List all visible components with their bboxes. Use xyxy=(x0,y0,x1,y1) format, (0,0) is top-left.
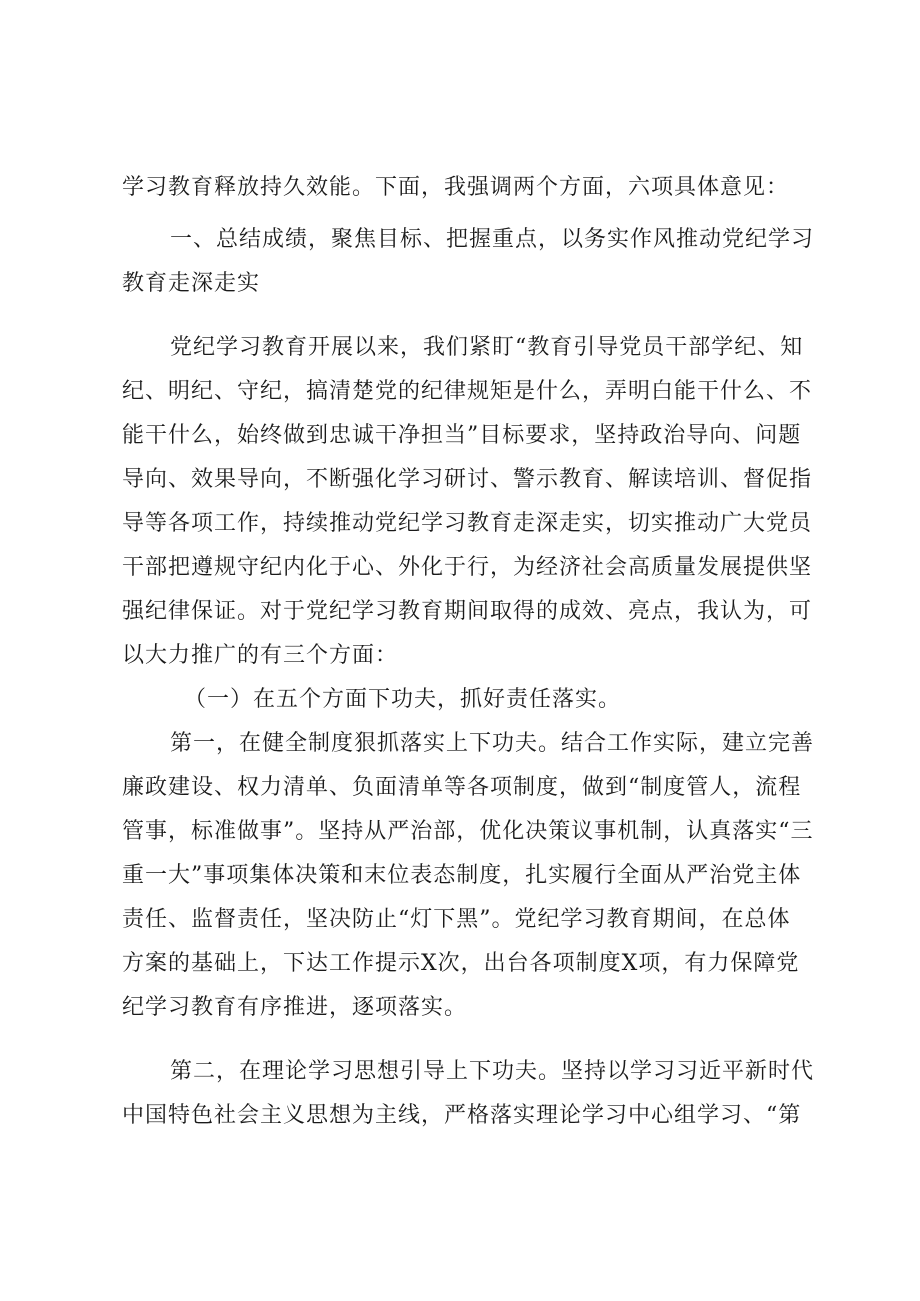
text-line: 方案的基础上，下达工作提示X次，出台各项制度X项，有力保障党 xyxy=(122,951,800,976)
text-line: 教育走深走实 xyxy=(122,271,261,296)
subsection-heading-1 xyxy=(122,678,812,722)
text-line: 强纪律保证。对于党纪学习教育期间取得的成效、亮点，我认为，可 xyxy=(122,599,813,624)
text-line: 导等各项工作，持续推动党纪学习教育走深走实，切实推动广大党员 xyxy=(122,511,813,536)
text-line: 第一，在健全制度狠抓落实上下功夫。结合工作实际，建立完善 xyxy=(170,731,815,756)
text-line: 一、总结成绩，聚焦目标、把握重点，以务实作风推动党纪学习 xyxy=(170,227,815,252)
text-line: 干部把遵规守纪内化于心、外化于行，为经济社会高质量发展提供坚 xyxy=(122,555,813,580)
text-line: （一）在五个方面下功夫，抓好责任落实。 xyxy=(184,687,622,712)
text-line: 纪、明纪、守纪，搞清楚党的纪律规矩是什么，弄明白能干什么、不 xyxy=(122,379,813,404)
text-line: 能干什么，始终做到忠诚干净担当”目标要求，坚持政治导向、问题 xyxy=(122,423,802,448)
text-line: 导向、效果导向，不断强化学习研讨、警示教育、解读培训、督促指 xyxy=(122,467,813,492)
text-line: 学习教育释放持久效能。下面，我强调两个方面，六项具体意见： xyxy=(122,175,790,200)
text-line: 重一大”事项集体决策和末位表态制度，扎实履行全面从严治党主体 xyxy=(122,863,802,888)
text-line: 廉政建设、权力清单、负面清单等各项制度，做到“制度管人，流程 xyxy=(122,775,802,800)
section-heading-1 xyxy=(122,218,815,306)
paragraph-point-1 xyxy=(122,722,815,1030)
text-line: 党纪学习教育开展以来，我们紧盯“教育引导党员干部学纪、知 xyxy=(170,335,804,360)
text-line: 以大力推广的有三个方面： xyxy=(122,643,399,668)
paragraph-overview xyxy=(122,326,812,678)
text-line: 管事，标准做事”。坚持从严治部，优化决策议事机制，认真落实“三 xyxy=(122,819,814,844)
paragraph-intro xyxy=(122,166,812,210)
text-line: 纪学习教育有序推进，逐项落实。 xyxy=(122,995,468,1020)
text-line: 第二，在理论学习思想引导上下功夫。坚持以学习习近平新时代 xyxy=(170,1059,815,1084)
document-body xyxy=(122,166,815,1138)
paragraph-point-2 xyxy=(122,1050,815,1138)
text-line: 责任、监督责任，坚决防止“灯下黑”。党纪学习教育期间，在总体 xyxy=(122,907,791,932)
text-line: 中国特色社会主义思想为主线，严格落实理论学习中心组学习、“第 xyxy=(122,1103,802,1128)
